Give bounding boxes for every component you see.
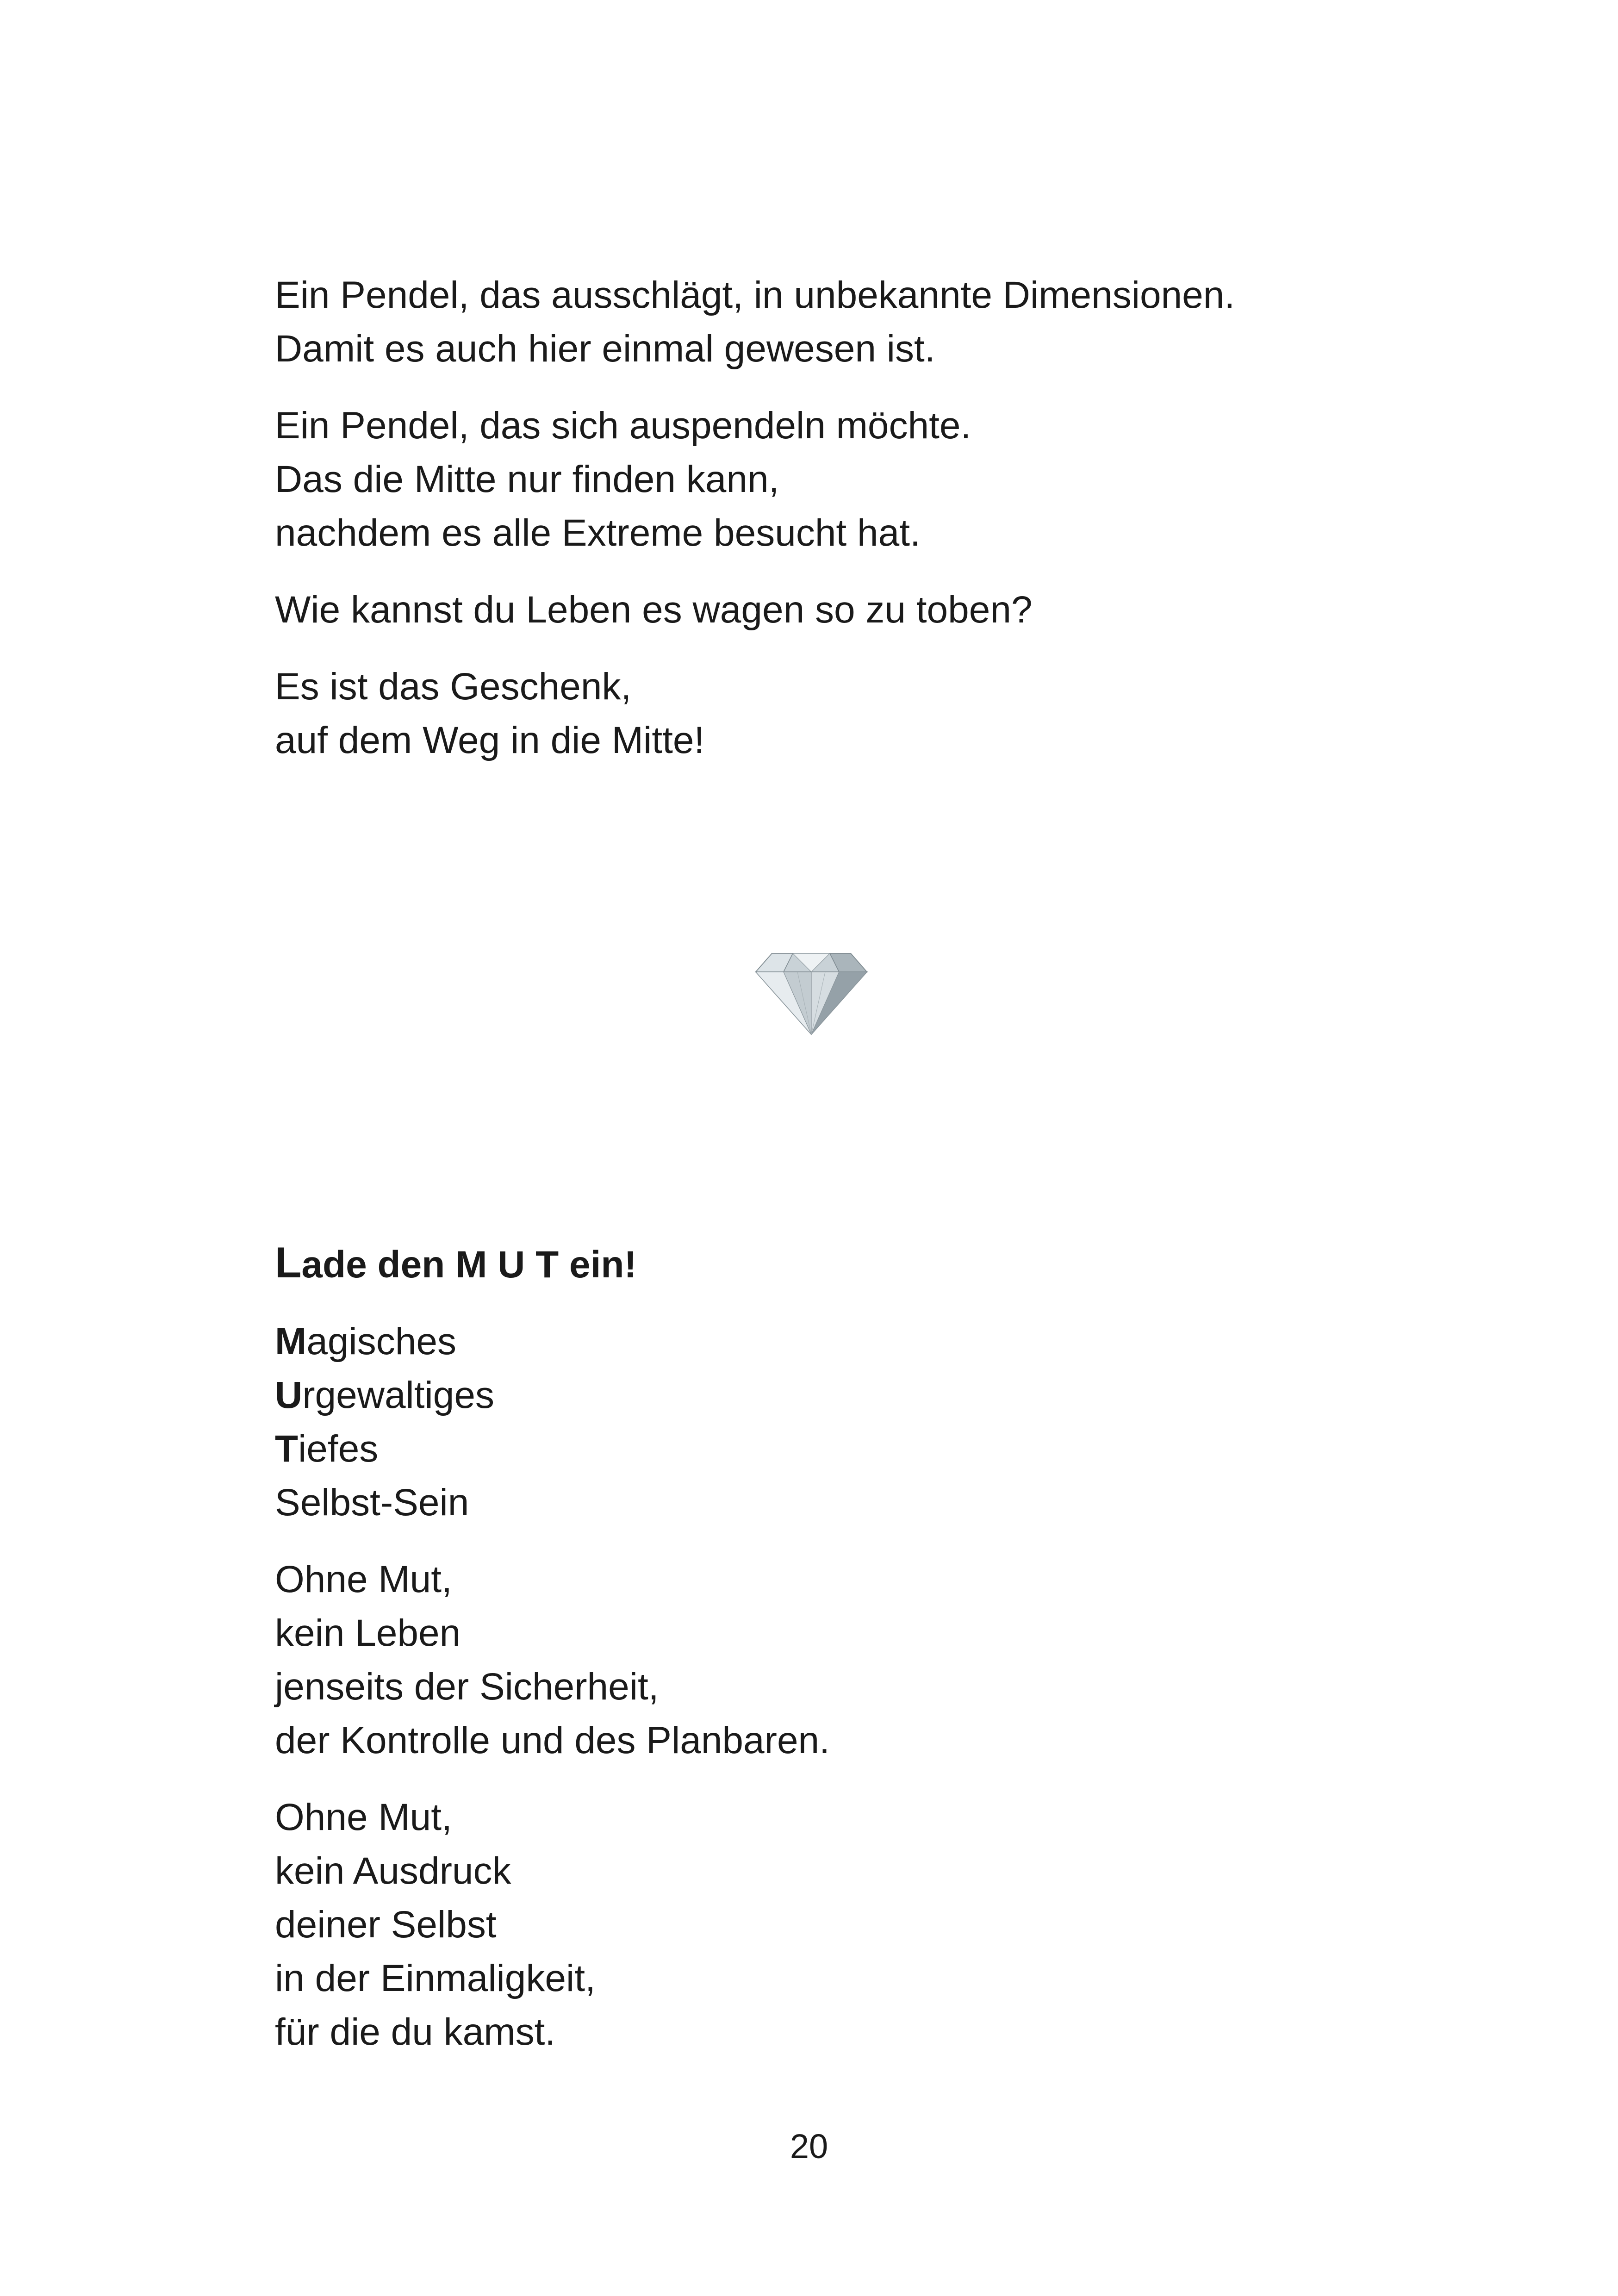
poem-line: Wie kannst du Leben es wagen so zu toben? <box>275 589 1033 631</box>
poem-line: der Kontrolle und des Planbaren. <box>275 1719 830 1761</box>
stanza <box>275 1553 1478 1767</box>
acrostic-initial: M <box>275 1320 307 1363</box>
poem-line: auf dem Weg in die Mitte! <box>275 719 705 761</box>
poem-line: Ein Pendel, das ausschlägt, in unbekannte Dimensionen. <box>275 274 1235 316</box>
poem-line: in der Einmaligkeit, <box>275 1957 596 1999</box>
poem-line: Ohne Mut, <box>275 1558 452 1600</box>
poem-line: Das die Mitte nur finden kann, <box>275 458 779 500</box>
poem-line: kein Ausdruck <box>275 1850 511 1892</box>
acrostic-line <box>275 1315 1478 1369</box>
acrostic-initial: U <box>275 1374 303 1416</box>
acrostic-rest: Selbst-Sein <box>275 1481 469 1524</box>
acrostic-line <box>275 1476 1478 1530</box>
poem-line: Ein Pendel, das sich auspendeln möchte. <box>275 404 971 447</box>
poem-line: Damit es auch hier einmal gewesen ist. <box>275 328 935 370</box>
acrostic-line <box>275 1369 1478 1422</box>
stanza <box>275 399 1478 560</box>
acrostic-rest: rgewaltiges <box>302 1374 494 1416</box>
page-number: 20 <box>790 2127 828 2165</box>
stanza <box>275 660 1478 767</box>
poem-line: deiner Selbst <box>275 1904 497 1946</box>
acrostic-stanza <box>275 1315 1478 1530</box>
stanza <box>275 1791 1478 2059</box>
title-rest: ade den M U T ein! <box>301 1244 637 1286</box>
poem-continuation <box>275 268 1478 767</box>
poem-line: für die du kamst. <box>275 2011 556 2053</box>
title-initial: L <box>275 1238 302 1287</box>
diamond-icon <box>753 944 869 1037</box>
stanza <box>275 583 1478 637</box>
acrostic-initial: T <box>275 1428 299 1470</box>
poem-line: Es ist das Geschenk, <box>275 666 632 708</box>
acrostic-rest: agisches <box>306 1320 456 1363</box>
acrostic-rest: iefes <box>298 1428 379 1470</box>
acrostic-line <box>275 1422 1478 1476</box>
poem-line: kein Leben <box>275 1612 461 1654</box>
stanza <box>275 268 1478 376</box>
poem-line: Ohne Mut, <box>275 1796 452 1838</box>
poem-title <box>275 1236 1478 1292</box>
poem-line: nachdem es alle Extreme besucht hat. <box>275 512 921 554</box>
poem-line: jenseits der Sicherheit, <box>275 1666 659 1708</box>
poem-mut <box>275 1236 1478 2059</box>
